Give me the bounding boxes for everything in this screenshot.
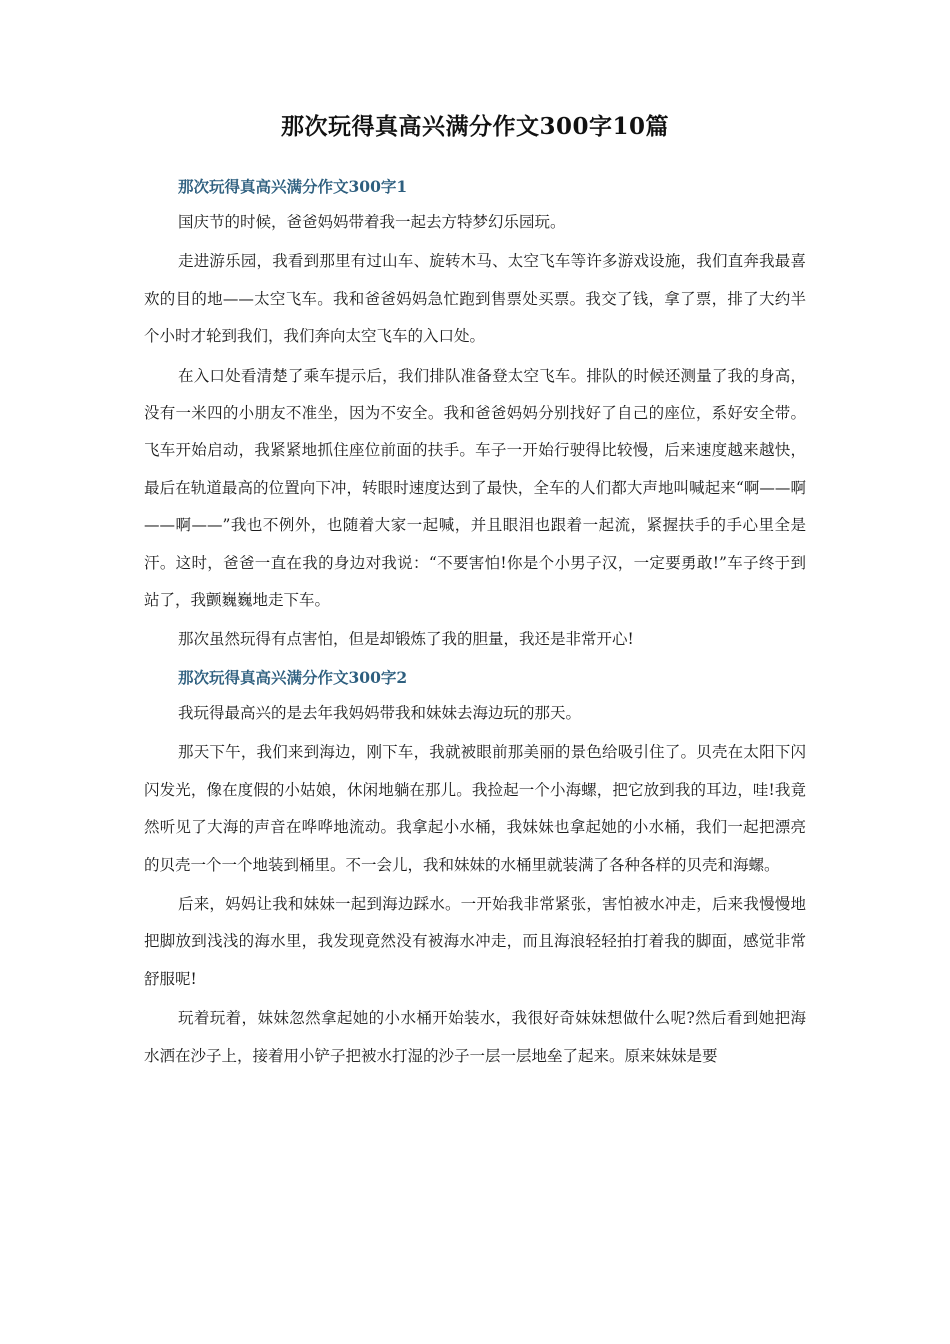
section-heading-2: 那次玩得真高兴满分作文300字2 [178, 667, 408, 687]
paragraph: 在入口处看清楚了乘车提示后，我们排队准备登太空飞车。排队的时候还测量了我的身高，没有一米四的小朋友不准坐，因为不安全。我和爸爸妈妈分别找好了自己的座位，系好安全带。飞车开始启动，我紧紧地抓住座位前面的扶手。车子一开始行驶得比较慢，后来速度越来越快，最后在轨道最高的位置向下冲，转眼时速度达到了最快，全车的人们都大声地叫喊起来“啊——啊——啊——”我也不例外，也随着大家一起喊，并且眼泪也跟着一起流，紧握扶手的手心里全是汗。这时，爸爸一直在我的身边对我说：“不要害怕!你是个小男子汉，一定要勇敢!”车子终于到站了，我颤巍巍地走下车。 [144, 366, 806, 610]
document-title: 那次玩得真高兴满分作文300字10篇 [280, 113, 670, 140]
paragraph: 那天下午，我们来到海边，刚下车，我就被眼前那美丽的景色给吸引住了。贝壳在太阳下闪闪发光，像在度假的小姑娘，休闲地躺在那儿。我捡起一个小海螺，把它放到我的耳边，哇!我竟然听见了大海的声音在哗哗地流动。我拿起小水桶，我妹妹也拿起她的小水桶，我们一起把漂亮的贝壳一个一个地装到桶里。不一会儿，我和妹妹的水桶里就装满了各种各样的贝壳和海螺。 [144, 743, 806, 874]
paragraph: 那次虽然玩得有点害怕，但是却锻炼了我的胆量，我还是非常开心! [178, 630, 634, 649]
document-body [144, 170, 806, 1077]
paragraph: 玩着玩着，妹妹忽然拿起她的小水桶开始装水，我很好奇妹妹想做什么呢?然后看到她把海水洒在沙子上，接着用小铲子把被水打湿的沙子一层一层地垒了起来。原来妹妹是要 [144, 1009, 806, 1065]
paragraph: 走进游乐园，我看到那里有过山车、旋转木马、太空飞车等许多游戏设施，我们直奔我最喜欢的目的地——太空飞车。我和爸爸妈妈急忙跑到售票处买票。我交了钱，拿了票，排了大约半个小时才轮到我们，我们奔向太空飞车的入口处。 [144, 252, 806, 346]
paragraph: 国庆节的时候，爸爸妈妈带着我一起去方特梦幻乐园玩。 [178, 213, 566, 231]
paragraph: 我玩得最高兴的是去年我妈妈带我和妹妹去海边玩的那天。 [178, 703, 582, 722]
paragraph: 后来，妈妈让我和妹妹一起到海边踩水。一开始我非常紧张，害怕被水冲走，后来我慢慢地把脚放到浅浅的海水里，我发现竟然没有被海水冲走，而且海浪轻轻拍打着我的脚面，感觉非常舒服呢! [144, 894, 806, 988]
section-heading-1: 那次玩得真高兴满分作文300字1 [178, 177, 408, 196]
